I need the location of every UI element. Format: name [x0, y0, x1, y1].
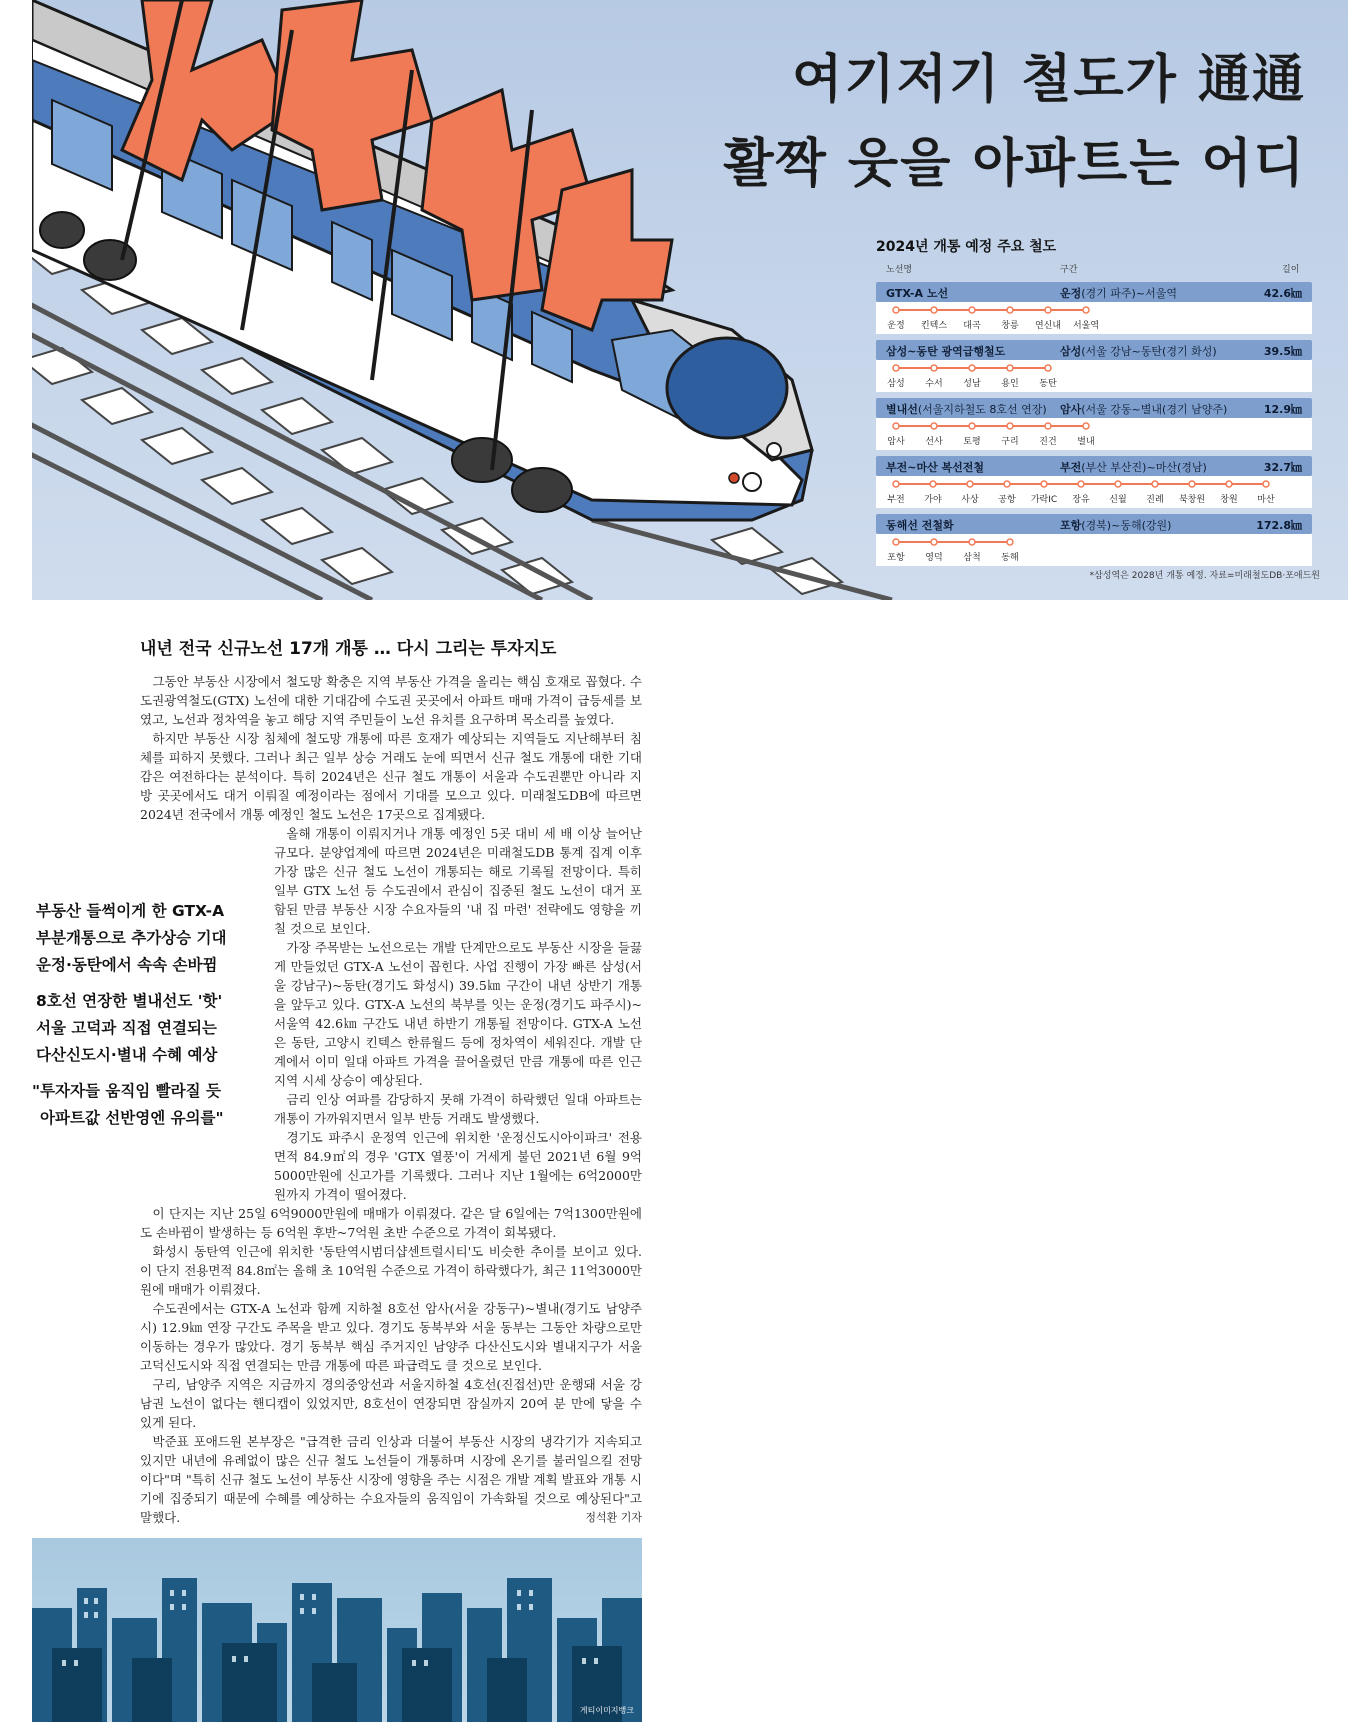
paragraph: 하지만 부동산 시장 침체에 철도망 개통에 따른 호재가 예상되는 지역들도 지난해부터 침체를 피하지 못했다. 그러나 최근 일부 상승 거래도 눈에 띄면서 신규 철도 개통에 대한 기대감은 여전하다는 분석이다. 특히 2024년은 신규 철도 개통이 서울과 수도권뿐만 아니라 지방 곳곳에서도 대거 이뤄질 예정이라는 점에서 기대를 모으고 있다. 미래철도DB에 따르면 2024년 전국에서 개통 예정인 철도 노선은 17곳으로 집계됐다. — [140, 731, 642, 822]
station-dot — [1007, 423, 1013, 429]
station-dot — [1045, 307, 1051, 313]
station-label: 동해 — [1001, 553, 1019, 563]
rail-line-card — [876, 340, 1312, 392]
station-dot — [893, 539, 899, 545]
rail-station-strip — [876, 534, 1312, 566]
rail-line-name-text: 삼성~동탄 광역급행철도 — [886, 345, 1006, 358]
rail-line-name — [886, 459, 984, 475]
pull-quote-3 — [32, 1078, 224, 1132]
station-label: 부전 — [887, 495, 905, 505]
col-line-name: 노선명 — [886, 265, 913, 275]
city-skyline-image — [32, 1538, 642, 1722]
rail-line-length: 39.5㎞ — [1263, 345, 1302, 358]
station-label: 진건 — [1039, 437, 1057, 447]
rail-line-card — [876, 282, 1312, 334]
rail-line-name — [886, 517, 954, 533]
station-label: 연신내 — [1034, 321, 1062, 331]
paragraph: 그동안 부동산 시장에서 철도망 확충은 지역 부동산 가격을 올리는 핵심 호재로 꼽혔다. 수도권광역철도(GTX) 노선에 대한 기대감에 수도권 곳곳에서 아파트 매매 가격이 급등세를 보였고, 노선과 정차역을 놓고 해당 지역 주민들이 노선 유치를 요구하며 목소리를 높였다. — [140, 674, 642, 727]
station-label: 토평 — [963, 437, 981, 447]
rail-section-start: 포항 — [1060, 519, 1082, 532]
station-label: 성남 — [963, 379, 981, 389]
rail-line-section — [1060, 517, 1171, 533]
station-label: 창릉 — [1001, 321, 1019, 331]
pull-quote-line: 아파트값 선반영엔 유의를" — [40, 1109, 224, 1127]
station-dot — [1078, 481, 1084, 487]
station-dot — [893, 365, 899, 371]
pull-quote-line: 부분개통으로 추가상승 기대 — [36, 929, 227, 947]
panel-column-headers — [876, 262, 1312, 276]
station-dot — [893, 307, 899, 313]
rail-section-start: 삼성 — [1060, 345, 1082, 358]
rail-line-list — [876, 282, 1312, 566]
station-route-map — [876, 360, 1312, 392]
paragraph: 가장 주목받는 노선으로는 개발 단계만으로도 부동산 시장을 들끓게 만들었던 GTX-A 노선이 꼽힌다. 사업 진행이 가장 빠른 삼성(서울 강남구)~동탄(경기도 화성시) 39.5㎞ 구간이 내년 상반기 개통을 앞두고 있다. GTX-A 노선의 북부를 잇는 운정(경기도 파주시)~서울역 42.6㎞ 구간도 내년 하반기 개통될 전망이다. GTX-A 노선은 동탄, 고양시 킨텍스 한류월드 등에 정차역이 세워진다. 개발 단계에서 이미 일대 아파트 가격을 끌어올렸던 만큼 개통에 따른 인근 지역 시세 상승이 예상된다. — [274, 940, 642, 1088]
station-dot — [967, 481, 973, 487]
station-dot — [893, 423, 899, 429]
rail-line-length: 12.9㎞ — [1263, 403, 1302, 416]
station-dot — [1083, 307, 1089, 313]
pull-quote-line: 8호선 연장한 별내선도 '핫' — [36, 992, 223, 1010]
station-dot — [969, 423, 975, 429]
station-label: 동탄 — [1039, 379, 1057, 389]
station-route-map — [876, 302, 1312, 334]
panel-footnote: *삼성역은 2028년 개통 예정. 자료=미래철도DB·포애드원 — [1089, 571, 1320, 581]
station-label: 북창원 — [1178, 495, 1206, 505]
paragraph: 경기도 파주시 운정역 인근에 위치한 '운정신도시아이파크' 전용면적 84.9㎡의 경우 'GTX 열풍'이 거세게 불던 2021년 6월 9억5000만원에 신고가를 기록했다. 그러나 지난 1월에는 6억2000만원까지 가격이 떨어졌다. — [274, 1130, 642, 1202]
station-label: 장유 — [1072, 495, 1090, 505]
paragraph: 구리, 남양주 지역은 지금까지 경의중앙선과 서울지하철 4호선(진접선)만 운행돼 서울 강남권 노선이 없다는 핸디캡이 있었지만, 8호선이 연장되면 잠실까지 20여 분 만에 닿을 수 있게 된다. — [140, 1377, 642, 1430]
rail-line-header — [876, 340, 1312, 360]
rail-line-section — [1060, 285, 1177, 301]
rail-section-rest: (경기 파주)~서울역 — [1081, 287, 1177, 300]
station-dot — [1226, 481, 1232, 487]
station-label: 킨텍스 — [920, 321, 948, 331]
rail-station-strip — [876, 476, 1312, 508]
rail-line-length: 172.8㎞ — [1256, 519, 1302, 532]
rail-section-start: 운정 — [1060, 287, 1082, 300]
station-label: 공항 — [998, 495, 1016, 505]
rail-line-length: 32.7㎞ — [1263, 461, 1302, 474]
rail-line-card — [876, 398, 1312, 450]
rail-line-name — [886, 285, 948, 301]
pull-quote-line: 부동산 들썩이게 한 GTX-A — [36, 902, 225, 920]
rail-section-start: 암사 — [1060, 403, 1082, 416]
station-dot — [1007, 307, 1013, 313]
paragraph: 이 단지는 지난 25일 6억9000만원에 매매가 이뤄졌다. 같은 달 6일에는 7억1300만원에도 손바뀜이 발생하는 등 6억원 후반~7억원 초반 수준으로 가격이 회복됐다. — [140, 1206, 642, 1240]
rail-line-name-detail: (서울지하철도 8호선 연장) — [917, 403, 1047, 416]
station-label: 포항 — [887, 553, 905, 563]
station-label: 서울역 — [1072, 321, 1100, 331]
station-dot — [931, 539, 937, 545]
station-dot — [1115, 481, 1121, 487]
rail-line-name-text: GTX-A 노선 — [886, 287, 949, 300]
pull-quote-2 — [36, 988, 222, 1069]
rail-line-length: 42.6㎞ — [1263, 287, 1302, 300]
rail-line-name-text: 동해선 전철화 — [886, 519, 954, 532]
rail-line-section — [1060, 343, 1217, 359]
pull-quote-line: "투자자들 움직임 빨라질 듯 — [32, 1082, 221, 1100]
station-dot — [893, 481, 899, 487]
station-label: 창원 — [1220, 495, 1238, 505]
station-label: 사상 — [961, 495, 979, 505]
station-dot — [969, 539, 975, 545]
rail-station-strip — [876, 418, 1312, 450]
station-label: 삼성 — [887, 379, 905, 389]
rail-station-strip — [876, 360, 1312, 392]
rail-line-name — [886, 401, 1047, 417]
headline-line-1: 여기저기 철도가 通通 — [792, 50, 1306, 110]
rail-line-name — [886, 343, 1005, 359]
pull-quote-1 — [36, 898, 226, 979]
byline: 정석환 기자 — [585, 1511, 642, 1524]
station-dot — [1041, 481, 1047, 487]
station-route-map — [876, 418, 1312, 450]
station-label: 운정 — [887, 321, 905, 331]
headline-line-2: 활짝 웃을 아파트는 어디 — [723, 134, 1306, 194]
station-label: 수서 — [925, 379, 943, 389]
station-dot — [1007, 365, 1013, 371]
station-label: 신월 — [1109, 495, 1127, 505]
paragraph: 올해 개통이 이뤄지거나 개통 예정인 5곳 대비 세 배 이상 늘어난 규모다. 분양업계에 따르면 2024년은 미래철도DB 통계 집계 이후 가장 많은 신규 철도 노선이 개통되는 해로 기록될 전망이다. 특히 일부 GTX 노선 등 수도권에서 관심이 집중된 철도 노선이 대거 포함된 만큼 부동산 시장 수요자들의 '내 집 마련' 전략에도 영향을 끼칠 것으로 보인다. — [274, 826, 642, 936]
station-route-map — [876, 534, 1312, 566]
station-dot — [1083, 423, 1089, 429]
headline — [723, 38, 1306, 206]
station-label: 가락IC — [1030, 495, 1058, 505]
station-route-map — [876, 476, 1312, 508]
station-dot — [1045, 423, 1051, 429]
station-label: 삼척 — [963, 553, 981, 563]
rail-section-rest: (서울 강동~별내(경기 남양주) — [1081, 403, 1228, 416]
rail-section-rest: (부산 부산진)~마산(경남) — [1081, 461, 1207, 474]
station-dot — [930, 481, 936, 487]
rail-line-name-text: 별내선 — [886, 403, 918, 416]
station-dot — [1263, 481, 1269, 487]
station-label: 선사 — [925, 437, 943, 447]
station-label: 마산 — [1257, 495, 1275, 505]
rail-line-section — [1060, 459, 1207, 475]
station-dot — [931, 307, 937, 313]
paragraph: 화성시 동탄역 인근에 위치한 '동탄역시범더샵센트럴시티'도 비슷한 추이를 보이고 있다. 이 단지 전용면적 84.8㎡는 올해 초 10억원 수준으로 가격이 하락했다가, 최근 11억3000만원에 매매가 이뤄졌다. — [140, 1244, 642, 1297]
panel-title: 2024년 개통 예정 주요 철도 — [876, 239, 1057, 255]
station-label: 가야 — [924, 495, 942, 505]
col-section: 구간 — [1060, 265, 1078, 275]
rail-line-header — [876, 398, 1312, 418]
station-label: 용인 — [1001, 379, 1019, 389]
station-dot — [1007, 539, 1013, 545]
article-subhead: 내년 전국 신규노선 17개 개통 … 다시 그리는 투자지도 — [140, 639, 557, 659]
skyline-illustration — [32, 1538, 642, 1722]
station-dot — [1045, 365, 1051, 371]
rail-line-section — [1060, 401, 1227, 417]
station-dot — [969, 365, 975, 371]
rail-line-header — [876, 514, 1312, 534]
station-label: 영덕 — [925, 553, 943, 563]
paragraph: 수도권에서는 GTX-A 노선과 함께 지하철 8호선 암사(서울 강동구)~별내(경기도 남양주시) 12.9㎞ 연장 구간도 주목을 받고 있다. 경기도 동북부와 서울 동부는 그동안 차량으로만 이동하는 경우가 많았다. 경기 동북부 핵심 주거지인 남양주 다산신도시와 별내지구가 서울 고덕신도시와 직접 연결되는 만큼 개통에 따른 파급력도 클 것으로 보인다. — [140, 1301, 642, 1373]
pull-quote-line: 운정·동탄에서 속속 손바뀜 — [36, 956, 218, 974]
pull-quote-line: 서울 고덕과 직접 연결되는 — [36, 1019, 217, 1037]
rail-line-card — [876, 456, 1312, 508]
rail-line-header — [876, 282, 1312, 302]
paragraph: 금리 인상 여파를 감당하지 못해 가격이 하락했던 일대 아파트는 개통이 가까워지면서 일부 반등 거래도 발생했다. — [274, 1092, 642, 1126]
station-dot — [1152, 481, 1158, 487]
rail-section-start: 부전 — [1060, 461, 1082, 474]
station-label: 진례 — [1146, 495, 1164, 505]
station-dot — [969, 307, 975, 313]
rail-info-panel — [876, 236, 1312, 566]
station-dot — [931, 365, 937, 371]
rail-section-rest: (경북)~동해(강원) — [1081, 519, 1172, 532]
station-label: 암사 — [887, 437, 905, 447]
station-label: 대곡 — [963, 321, 981, 331]
paragraph: 박준표 포애드원 본부장은 "급격한 금리 인상과 더불어 부동산 시장의 냉각기가 지속되고 있지만 내년에 유례없이 많은 신규 철도 노선들이 개통하며 시장에 온기를 불러일으킬 전망이다"며 "특히 신규 철도 노선이 부동산 시장에 영향을 주는 시점은 개발 계획 발표와 개통 시기에 집중되기 때문에 수혜를 예상하는 수요자들의 움직임이 가속화될 것으로 예상된다"고 말했다. — [140, 1434, 642, 1525]
col-length: 길이 — [1282, 265, 1300, 275]
rail-section-rest: (서울 강남~동탄(경기 화성) — [1081, 345, 1217, 358]
station-dot — [1004, 481, 1010, 487]
rail-station-strip — [876, 302, 1312, 334]
rail-line-header — [876, 456, 1312, 476]
station-label: 구리 — [1001, 437, 1019, 447]
station-dot — [931, 423, 937, 429]
pull-quote-line: 다산신도시·별내 수혜 예상 — [36, 1046, 218, 1064]
image-credit: 게티이미지뱅크 — [579, 1706, 634, 1715]
rail-line-name-text: 부전~마산 복선전철 — [886, 461, 985, 474]
rail-line-card — [876, 514, 1312, 566]
station-dot — [1189, 481, 1195, 487]
station-label: 별내 — [1077, 437, 1095, 447]
